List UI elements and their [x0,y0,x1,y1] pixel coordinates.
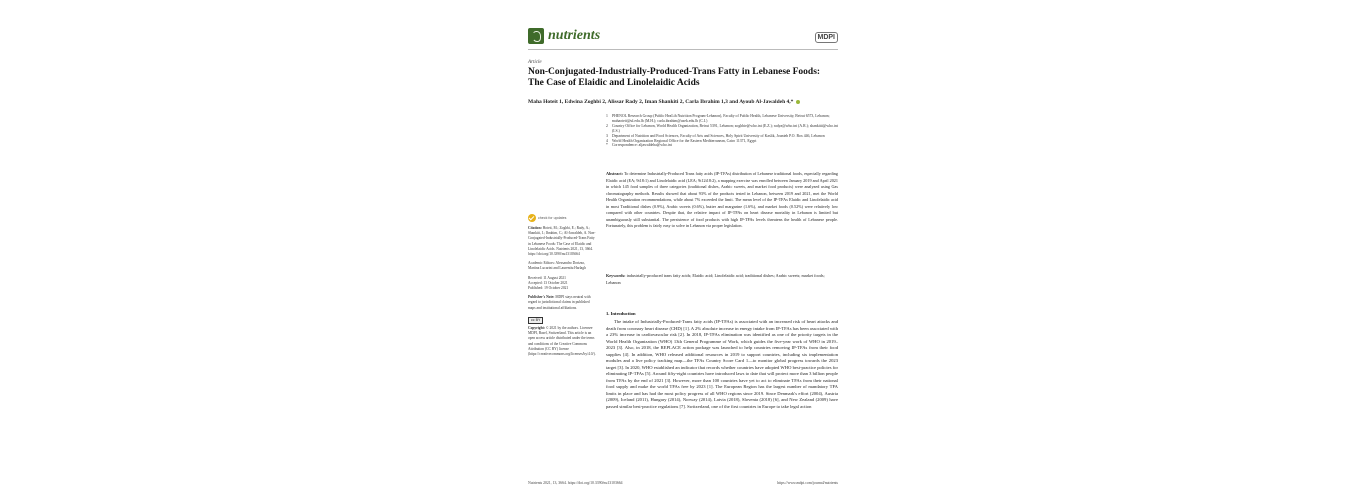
check-updates-label: check for updates [538,216,567,220]
affiliations [606,114,838,148]
academic-editors: Academic Editors: Alessandro Dorizzo, Martina Lucarini and Laurentiu Harlagh [528,261,586,271]
section-heading: 1. Introduction [606,311,636,316]
copyright-block: Copyright: © 2021 by the authors. Licensee MDPI, Basel, Switzerland. This article is an open access article distributed under the terms and conditions of the Creative Commons Attribution (CC BY) license (https://creativecommons.org/licenses/by/4.0/). [528,326,596,357]
affiliation-item: 4 World Health Organization Regional Office for the Eastern Mediterranean, Cairo 11371, Egypt [606,138,757,143]
checkmark-icon [528,214,536,222]
affiliation-item: 3 Department of Nutrition and Food Sciences, Faculty of Arts and Sciences, Holy Spirit University of Kaslik, Jounieh P.O. Box 446, Lebanon [606,133,825,138]
publisher-logo: MDPI [815,32,839,43]
paper-title: Non-Conjugated-Industrially-Produced-Trans Fatty in Lebanese Foods: The Case of Elaidic and Linolelaidic Acids [528,67,821,88]
keywords [606,273,838,286]
check-updates-button[interactable] [528,214,596,222]
dates-block [528,276,596,292]
publisher-note: Publisher's Note: MDPI stays neutral with regard to jurisdictional claims in published maps and institutional affiliations. [528,295,591,310]
article-sidebar [528,214,596,361]
abstract [606,171,838,230]
published-date: Published: 19 October 2021 [528,286,569,291]
footer-journal-url[interactable]: https://www.mdpi.com/journal/nutrients [777,481,838,485]
journal-logo-icon [528,28,544,44]
affiliation-item: 2 Country Office for Lebanon, World Health Organization, Beirut 5391, Lebanon; zoghbie@who.int (E.Z.); radya@who.int (A.R.); shankitii@who.int (I.S.) [606,123,838,133]
paper-page [520,18,846,493]
journal-name: nutrients [548,28,601,43]
abstract-label: Abstract: [606,171,623,176]
accepted-date: Accepted: 13 October 2021 [528,280,568,285]
keywords-text: industrially-produced trans fatty acids; Elaidic acid; Linolelaidic acid; traditional dishes; Arabic sweets; market foods; Lebanon [606,273,825,285]
page-footer [528,481,838,485]
article-type: Article [528,60,542,65]
orcid-icon[interactable] [796,100,800,104]
authors-text: Maha Hoteit 1, Edwina Zoghbi 2, Alissar Rady 2, Iman Shankiti 2, Carla Ibrahim 1,3 and Ayoub Al-Jawaldeh 4,* [528,99,794,105]
abstract-text: To determine Industrially-Produced Trans fatty acids (IP-TFAs) distribution of Lebanese traditional foods, especially regarding Elaidic acid (EA; 9t18:1) and Linolelaidic acid (LEA; 9t12t18:2), a mapping exercise was enrolled between January 2019 and April 2021 in which 145 food samples of three categories (traditional dishes, Arabic sweets, and market food products) were analyzed using Gas chromatography methods. Results showed that about 93% of the products tested in Lebanon, between 2019 and 2021, met the World Health Organization recommendations, while about 7% exceeded the limit. The mean level of the IP-TFAs Elaidic and Linolelaidic acid in most Traditional dishes (0.9%), Arabic sweets (0.6%), butter and margarine (1.6%), and market foods (0.52%) were relatively low compared with other countries. Despite that, the relative impact of IP-TFAs on heart disease mortality in Lebanon is limited but unambiguously still substantial. The persistence of food products with high IP-TFAs levels threatens the health of Lebanese people. Fortunately, this problem is fairly easy to solve in Lebanon via proper legislation. [606,171,838,228]
header-divider [528,49,838,50]
journal-logo [528,28,600,44]
footer-citation[interactable]: Nutrients 2021, 13, 3664. https://doi.org/10.3390/nu13103664 [528,481,623,485]
affiliation-item: 1 PHENOL Research Group (Public HeaLth Nutrition Program-Lebanon), Faculty of Public Health, Lebanese University, Beirut 6573, Lebanon; mahaoteit@ul.edu.lb (M.H.); carla.ibrahim@usek.edu.lb (C.I.) [606,114,830,123]
introduction-text: The intake of Industrially-Produced-Trans fatty acids (IP-TFAs) is associated with an increased risk of heart attacks and death from coronary heart disease (CHD) [1]. A 2% absolute increase in energy intake from IP-TFAs has been associated with a 23% increase in cardiovascular risk [2]. In 2018, IP-TFAs elimination was identified as one of the priority targets in the World Health Organization (WHO) 13th General Programme of Work, which guides the five-year work of WHO in 2019–2023 [3]. Also, in 2018, the REPLACE action package was launched to help countries removing IP-TFAs from their food supplies [4]. In addition, WHO released additional resources in 2019 to support countries, including six implementation modules and a live policy tracking map—the TFAs Country Score Card 1—to monitor global progress towards the 2023 target [3]. In 2020, WHO established an indicator that records whether countries have adopted WHO best-practice policies for eliminating IP-TFAs [5]. Around fifty-eight countries have introduced laws to date that will protect more than 3 billion people from TFAs by the end of 2021 [3]. However, more than 100 countries have yet to act to eliminate TFAs from their national food supply and make the world TFAs free by 2023 [1]. The European Region has the largest number of mandatory TFA limits in place and has had the most policy progress of all WHO regions since 2019. Since Denmark's effort (2004), Austria (2009), Iceland (2011), Hungary (2014), Norway (2014), Latvia (2018), Slovenia (2018) [6], and New Zealand (2009) have passed similar best-practice regulations [7]. Switzerland, one of the first countries in Europe to take legal action [606,319,838,409]
cc-by-badge[interactable]: cc BY [528,317,543,324]
author-list [528,99,843,106]
affiliation-item: * Correspondence: aljawaldeha@who.int [606,143,672,148]
received-date: Received: 11 August 2021 [528,275,566,280]
keywords-label: Keywords: [606,273,626,278]
citation-block: Citation: Hoteit, M.; Zoghbi, E.; Rady, A.; Shankiti, I.; Ibrahim, C.; Al-Jawaldeh, A. Non-Conjugated-Industrially-Produced-Trans Fatty in Lebanese Foods: The Case of Elaidic and Linolelaidic Acids. Nutrients 2021, 13, 3664. https://doi.org/10.3390/nu13103664 [528,226,596,257]
